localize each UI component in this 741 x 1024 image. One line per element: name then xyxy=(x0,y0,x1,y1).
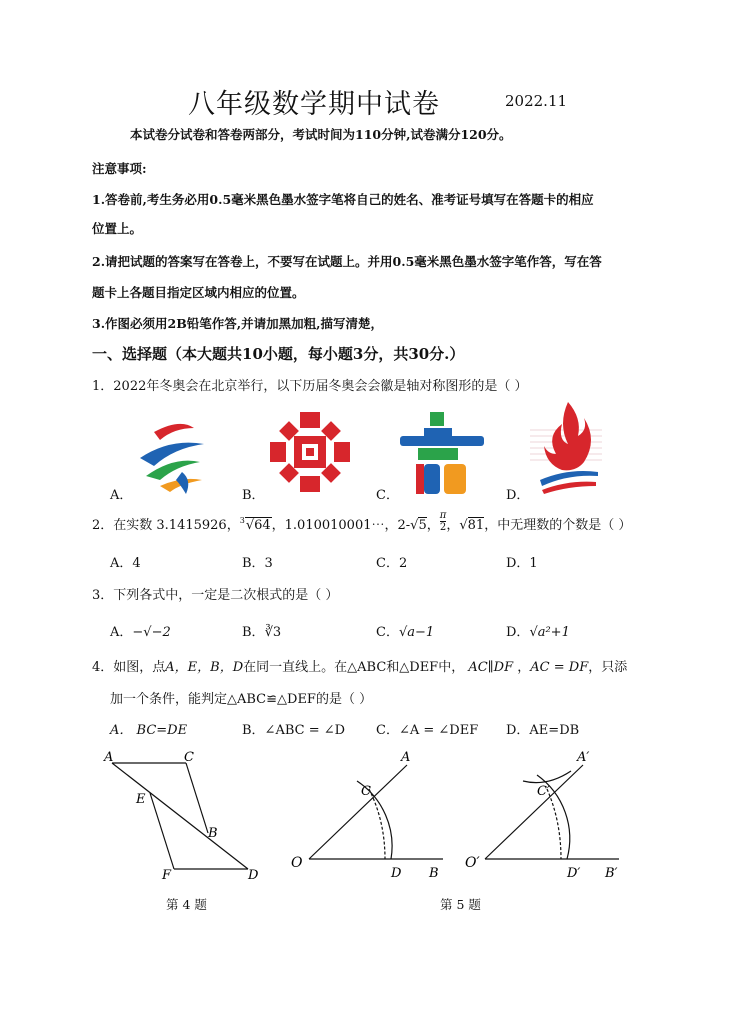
q4-stem-line-2: 加一个条件，能判定△ABC≌△DEF的是（ ） xyxy=(110,692,373,707)
exam-date: 2022.11 xyxy=(505,92,568,110)
fig5-label-b-prime: B′ xyxy=(605,866,618,881)
q3-option-b: B．∛3 xyxy=(242,625,282,640)
note-1-line-2: 位置上。 xyxy=(92,221,143,236)
fig5-label-a: A xyxy=(401,750,411,765)
q2-option-d: D．1 xyxy=(506,556,538,571)
q2-option-c: C．2 xyxy=(376,556,408,571)
q4-stem-line-1: 4．如图，点A，E，B，D在同一直线上。在△ABC和△DEF中， AC∥DF ，AC = DF，只添 xyxy=(92,660,628,675)
logo-beijing-2022-icon xyxy=(130,414,215,499)
logo-sarajevo-1984-icon xyxy=(268,410,352,494)
note-1-line-1: 1.答卷前,考生务必用0.5毫米黑色墨水签字笔将自己的姓名、准考证号填写在答题卡的相应 xyxy=(92,192,594,207)
q1-option-c: C． xyxy=(376,488,399,503)
figure-4 xyxy=(100,745,270,885)
q3-option-d: D．√a²+1 xyxy=(506,625,570,640)
q1-option-a: A． xyxy=(110,488,133,503)
q1-stem: 1．2022年冬奥会在北京举行，以下历届冬奥会会徽是轴对称图形的是（ ） xyxy=(92,379,528,394)
cbrt-64: $^3$√64 xyxy=(239,516,271,533)
fig5-label-d: D xyxy=(391,866,402,881)
q2-option-a: A．4 xyxy=(110,556,141,571)
fig5-label-a-prime: A′ xyxy=(577,750,590,765)
q4-option-b: B．∠ABC = ∠D xyxy=(242,723,346,738)
q4-option-c: C．∠A = ∠DEF xyxy=(376,723,479,738)
q4-option-d: D．AE=DB xyxy=(506,723,580,738)
q3-stem: 3．下列各式中，一定是二次根式的是（ ） xyxy=(92,588,339,603)
figure-4-caption: 第 4 题 xyxy=(166,897,207,912)
note-2-line-2: 题卡上各题目指定区域内相应的位置。 xyxy=(92,285,305,300)
logo-torino-2006-icon xyxy=(528,400,604,496)
fig5-label-o-prime: O′ xyxy=(465,855,480,871)
sqrt-5: √5 xyxy=(410,518,427,533)
q1-option-d: D． xyxy=(506,488,530,503)
q1-option-b: B． xyxy=(242,488,265,503)
note-2-line-1: 2.请把试题的答案写在答卷上，不要写在试题上。并用0.5毫米黑色墨水签字笔作答，写在答 xyxy=(92,254,602,269)
logo-vancouver-2010-icon xyxy=(398,410,486,498)
fig4-label-d: D xyxy=(248,868,259,883)
q2-stem-post: ，中无理数的个数是（ ） xyxy=(484,518,632,533)
figure-5 xyxy=(285,745,645,890)
fig5-label-c: C xyxy=(361,784,371,799)
exam-intro: 本试卷分试卷和答卷两部分，考试时间为110分钟,试卷满分120分。 xyxy=(130,127,512,142)
fig5-label-c-prime: C′ xyxy=(537,784,550,799)
fig4-label-f: F xyxy=(162,868,172,883)
q2-option-b: B．3 xyxy=(242,556,273,571)
figure-5-caption: 第 5 题 xyxy=(440,897,481,912)
fig4-label-b: B xyxy=(208,826,218,841)
note-3: 3.作图必须用2B铅笔作答,并请加黑加粗,描写清楚， xyxy=(92,316,384,331)
q3-option-c: C．√a−1 xyxy=(376,625,435,640)
fig5-label-b: B xyxy=(429,866,439,881)
fig5-label-d-prime: D′ xyxy=(567,866,581,881)
fig4-label-c: C xyxy=(184,750,194,765)
q4-option-a: A． BC=DE xyxy=(110,723,188,738)
sqrt-81: √81 xyxy=(459,518,485,533)
section-1-heading: 一、选择题（本大题共10小题，每小题3分，共30分.） xyxy=(92,345,465,363)
fig4-label-e: E xyxy=(136,792,146,807)
q2-stem-mid: ，1.010010001⋯，2- xyxy=(271,518,411,533)
notes-heading: 注意事项: xyxy=(92,161,147,176)
exam-title: 八年级数学期中试卷 xyxy=(188,89,440,120)
q2-stem: 2．在实数 3.1415926，$^3$√64，1.010010001⋯，2-√5， $\frac{\pi}{2}$ ，√81，中无理数的个数是（ ） xyxy=(92,510,632,533)
fig5-label-o: O xyxy=(291,855,303,871)
q2-stem-pre: 2．在实数 3.1415926， xyxy=(92,518,240,533)
pi-over-2: $\frac{\pi}{2}$ xyxy=(439,510,447,533)
q3-option-a: A．−√−2 xyxy=(110,625,171,640)
fig4-label-a: A xyxy=(104,750,114,765)
